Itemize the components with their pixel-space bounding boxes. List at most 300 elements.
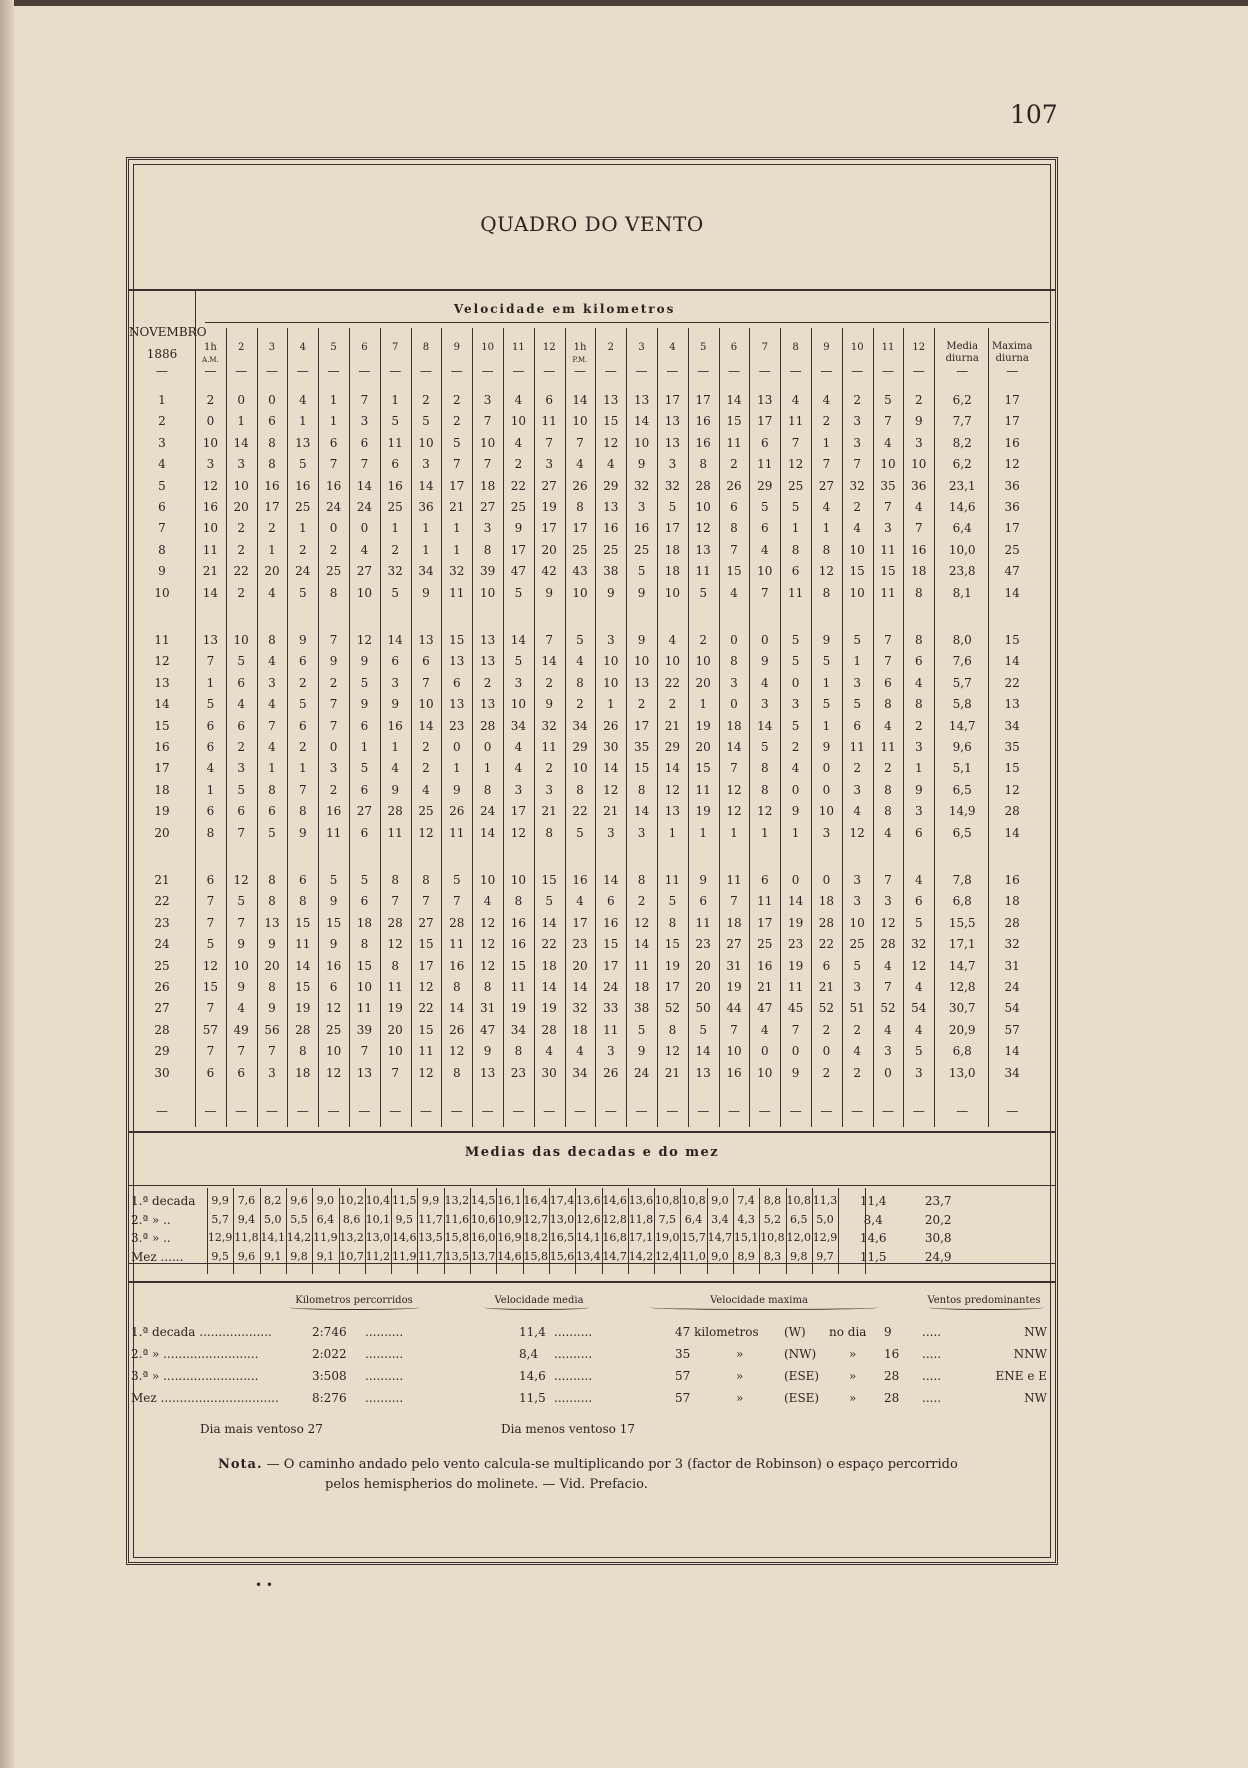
hour-value: 5 bbox=[699, 1022, 708, 1037]
day-number: 19 bbox=[154, 804, 170, 819]
hour-value: 15 bbox=[695, 761, 711, 776]
hour-value: 17 bbox=[757, 414, 773, 429]
decada-value: 5,5 bbox=[290, 1212, 308, 1226]
header-dash: — bbox=[358, 364, 371, 378]
hour-value: 17 bbox=[633, 718, 650, 733]
hour-value: 0 bbox=[268, 393, 276, 407]
hour-value: 11 bbox=[695, 782, 711, 797]
hour-value: 9 bbox=[329, 894, 338, 909]
hour-value: 17 bbox=[664, 393, 681, 407]
day-number: 12 bbox=[154, 654, 170, 669]
hour-value: 11 bbox=[510, 980, 527, 994]
hour-value: 8 bbox=[268, 457, 276, 472]
hour-value: 4 bbox=[545, 1044, 554, 1059]
decada-value: 13,6 bbox=[576, 1194, 601, 1207]
hour-value: 12 bbox=[356, 633, 373, 647]
hour-value: 9 bbox=[268, 1001, 276, 1016]
hour-label: 5 bbox=[700, 342, 707, 353]
hour-value: 0 bbox=[237, 393, 246, 407]
hour-value: 9 bbox=[360, 654, 369, 669]
hour-value: 10 bbox=[233, 958, 249, 973]
hour-value: 11 bbox=[664, 873, 681, 887]
hour-value: 17 bbox=[572, 521, 588, 536]
hour-value: 14 bbox=[295, 958, 311, 973]
hour-value: 7 bbox=[853, 457, 862, 472]
velocity-caption: Velocidade em kilometros bbox=[453, 302, 676, 316]
hour-value: 9 bbox=[637, 585, 646, 600]
hour-value: 13 bbox=[664, 414, 681, 429]
hour-value: 8 bbox=[391, 873, 400, 887]
hour-value: 21 bbox=[603, 804, 619, 819]
hour-value: 50 bbox=[695, 1001, 711, 1016]
media-diurna-value: 12,8 bbox=[948, 980, 976, 994]
hour-value: 35 bbox=[880, 478, 896, 493]
hour-value: 4 bbox=[422, 782, 430, 797]
hour-value: 16 bbox=[603, 915, 619, 930]
summary-leader: .......... bbox=[554, 1369, 593, 1383]
hour-value: 25 bbox=[418, 804, 434, 819]
hour-value: 15 bbox=[726, 414, 742, 429]
hour-value: 30 bbox=[603, 740, 619, 754]
hour-value: 6 bbox=[360, 825, 369, 840]
decada-value: 11,9 bbox=[313, 1231, 338, 1244]
hour-value: 14 bbox=[233, 435, 249, 450]
hour-value: 10 bbox=[911, 457, 927, 472]
hour-value: 12 bbox=[695, 521, 711, 536]
hour-value: 3 bbox=[853, 435, 862, 450]
media-diurna-value: 8,1 bbox=[952, 585, 972, 600]
hour-value: 9 bbox=[914, 414, 923, 429]
decada-value: 13,0 bbox=[549, 1212, 575, 1226]
hour-value: 12 bbox=[233, 873, 249, 887]
hour-value: 3 bbox=[914, 804, 923, 819]
decada-col-divider bbox=[680, 1188, 681, 1274]
hour-value: 11 bbox=[787, 585, 804, 600]
hour-value: 52 bbox=[818, 1001, 835, 1016]
hour-value: 13 bbox=[264, 915, 280, 930]
day-number: 5 bbox=[158, 478, 166, 493]
hour-value: 10 bbox=[849, 542, 865, 557]
decada-value: 10,9 bbox=[497, 1212, 522, 1226]
header-dash: — bbox=[543, 364, 556, 378]
hour-value: 5 bbox=[360, 873, 369, 887]
hour-value: 18 bbox=[479, 478, 496, 493]
hour-value: 1 bbox=[822, 675, 831, 690]
header-dash: — bbox=[912, 364, 925, 378]
decada-value: 7,4 bbox=[737, 1194, 755, 1207]
maxima-diurna-header: Maxima diurna bbox=[991, 341, 1033, 364]
hour-value: 1 bbox=[298, 761, 307, 776]
hour-value: 4 bbox=[360, 542, 369, 557]
hour-value: 7 bbox=[391, 1065, 400, 1080]
hour-value: 6 bbox=[730, 500, 738, 514]
hour-value: 8 bbox=[452, 980, 461, 994]
hour-value: 2 bbox=[206, 393, 215, 407]
hour-value: 7 bbox=[791, 435, 800, 450]
hour-value: 5 bbox=[360, 761, 369, 776]
hour-value: 3 bbox=[606, 633, 615, 647]
hour-value: 21 bbox=[541, 804, 557, 819]
hour-value: 9 bbox=[545, 697, 554, 712]
summary-dia: 9 bbox=[884, 1325, 892, 1339]
hour-value: 8 bbox=[545, 825, 554, 840]
hour-value: 4 bbox=[760, 542, 769, 557]
decada-value: 15,8 bbox=[523, 1249, 548, 1263]
decada-value: 5,0 bbox=[263, 1212, 282, 1226]
hour-value: 8 bbox=[452, 1065, 461, 1080]
hour-value: 4 bbox=[822, 393, 831, 407]
hour-value: 10 bbox=[603, 675, 619, 690]
day-number: 21 bbox=[154, 873, 170, 887]
hour-value: 3 bbox=[514, 675, 523, 690]
hour-value: 5 bbox=[760, 500, 769, 514]
hour-value: 52 bbox=[880, 1001, 896, 1016]
decada-value: 9,9 bbox=[421, 1194, 440, 1207]
hour-value: 9 bbox=[391, 697, 400, 712]
media-diurna-value: 13,0 bbox=[948, 1065, 976, 1080]
decada-value: 12,9 bbox=[812, 1231, 838, 1244]
hour-value: 18 bbox=[664, 542, 681, 557]
hour-value: 13 bbox=[633, 393, 650, 407]
hour-value: 7 bbox=[206, 654, 215, 669]
hour-value: 4 bbox=[514, 435, 523, 450]
decada-col-divider bbox=[733, 1188, 734, 1274]
hour-value: 10 bbox=[633, 654, 650, 669]
hour-value: 10 bbox=[757, 564, 773, 579]
hour-value: 4 bbox=[268, 740, 276, 754]
decada-value: 9,0 bbox=[711, 1249, 729, 1263]
hour-value: 4 bbox=[760, 675, 769, 690]
decada-col-divider bbox=[549, 1188, 550, 1274]
hour-value: 17 bbox=[603, 958, 619, 973]
hour-value: 15 bbox=[418, 937, 434, 952]
hour-value: 6 bbox=[884, 675, 892, 690]
hour-value: 12 bbox=[449, 1044, 465, 1059]
hour-value: 14 bbox=[787, 894, 804, 909]
hour-value: 38 bbox=[633, 1001, 650, 1016]
hour-value: 26 bbox=[603, 1065, 619, 1080]
hour-value: 1 bbox=[483, 761, 492, 776]
hour-value: 4 bbox=[884, 958, 892, 973]
hour-value: 9 bbox=[237, 937, 246, 952]
decada-max: 23,7 bbox=[924, 1194, 952, 1208]
hour-value: 11 bbox=[387, 980, 403, 994]
summary-leader: .......... bbox=[554, 1325, 593, 1339]
hour-value: 1 bbox=[606, 697, 615, 712]
maxima-diurna-value: 14 bbox=[1004, 654, 1020, 669]
day-number: 4 bbox=[158, 457, 166, 472]
hour-value: 11 bbox=[695, 915, 711, 930]
hour-value: 8 bbox=[298, 804, 307, 819]
media-diurna-value: 7,8 bbox=[952, 873, 972, 887]
hour-value: 11 bbox=[849, 740, 865, 754]
hour-value: 9 bbox=[545, 585, 554, 600]
vel-max-brace bbox=[649, 1305, 879, 1310]
decada-value: 10,8 bbox=[681, 1194, 706, 1207]
summary-no-dia: » bbox=[849, 1369, 857, 1383]
hour-value: 22 bbox=[510, 478, 527, 493]
hour-value: 20 bbox=[695, 980, 711, 994]
header-dash: — bbox=[450, 1104, 463, 1118]
hour-value: 26 bbox=[603, 718, 619, 733]
hour-value: 1 bbox=[391, 521, 400, 536]
hour-value: 6 bbox=[422, 654, 430, 669]
hour-value: 4 bbox=[884, 1022, 892, 1037]
hour-value: 14 bbox=[202, 585, 219, 600]
decada-col-divider bbox=[233, 1188, 234, 1274]
header-dash: — bbox=[758, 364, 771, 378]
hour-value: 11 bbox=[633, 958, 650, 973]
hour-value: 10 bbox=[479, 873, 496, 887]
hour-value: 22 bbox=[418, 1001, 434, 1016]
day-number: 16 bbox=[154, 740, 170, 754]
decada-col-divider bbox=[812, 1188, 813, 1274]
decada-value: 11,3 bbox=[812, 1194, 838, 1207]
hour-value: 8 bbox=[514, 894, 523, 909]
hour-value: 16 bbox=[264, 478, 280, 493]
hour-value: 0 bbox=[791, 675, 800, 690]
header-dash: — bbox=[820, 364, 833, 378]
decada-col-divider bbox=[286, 1188, 287, 1274]
hour-value: 17 bbox=[757, 915, 773, 930]
hour-value: 19 bbox=[787, 915, 804, 930]
hour-value: 0 bbox=[760, 633, 769, 647]
hour-value: 0 bbox=[822, 1044, 831, 1059]
hour-value: 3 bbox=[884, 521, 892, 536]
hour-value: 6 bbox=[699, 894, 708, 909]
hour-value: 25 bbox=[757, 937, 773, 952]
hour-value: 3 bbox=[360, 414, 369, 429]
hour-value: 21 bbox=[818, 980, 835, 994]
hour-value: 10 bbox=[510, 873, 527, 887]
hour-value: 10 bbox=[757, 1065, 773, 1080]
hour-value: 15 bbox=[202, 980, 219, 994]
hour-value: 12 bbox=[418, 1065, 434, 1080]
hour-value: 5 bbox=[637, 1022, 646, 1037]
hour-value: 25 bbox=[510, 500, 527, 514]
decada-value: 5,7 bbox=[211, 1212, 229, 1226]
hour-value: 2 bbox=[822, 1065, 831, 1080]
hour-value: 13 bbox=[603, 393, 619, 407]
hour-value: 15 bbox=[726, 564, 742, 579]
decada-label: Mez ...... bbox=[131, 1249, 184, 1264]
media-diurna-value: 10,0 bbox=[948, 542, 976, 557]
hour-value: 2 bbox=[237, 585, 246, 600]
summary-leader: .......... bbox=[365, 1325, 404, 1339]
hour-value: 11 bbox=[295, 937, 311, 952]
day-number: 17 bbox=[154, 761, 170, 776]
hour-value: 12 bbox=[202, 478, 219, 493]
header-dash: — bbox=[851, 1104, 864, 1118]
hour-value: 14 bbox=[664, 761, 681, 776]
hour-value: 4 bbox=[514, 740, 523, 754]
hour-value: 11 bbox=[541, 414, 557, 429]
decada-value: 10,8 bbox=[760, 1231, 785, 1244]
hour-value: 2 bbox=[237, 740, 246, 754]
hour-value: 28 bbox=[541, 1022, 557, 1037]
decada-value: 7,6 bbox=[237, 1194, 256, 1207]
summary-leader: .......... bbox=[554, 1347, 593, 1361]
hour-value: 20 bbox=[264, 564, 280, 579]
hour-value: 7 bbox=[822, 457, 831, 472]
hour-value: 8 bbox=[268, 873, 276, 887]
decada-value: 11,7 bbox=[418, 1249, 443, 1263]
summary-leader: .......... bbox=[365, 1347, 404, 1361]
hour-value: 16 bbox=[695, 435, 711, 450]
nota-line-2: pelos hemispherios do molinete. — Vid. Prefacio. bbox=[325, 1477, 648, 1492]
decada-value: 15,7 bbox=[681, 1231, 706, 1244]
hour-value: 1 bbox=[360, 740, 369, 754]
decada-value: 9,6 bbox=[290, 1194, 308, 1207]
hour-value: 7 bbox=[329, 718, 338, 733]
hour-label: 8 bbox=[422, 342, 430, 353]
hour-value: 22 bbox=[233, 564, 249, 579]
maxima-diurna-value: 28 bbox=[1004, 915, 1020, 930]
summary-media: 11,5 bbox=[519, 1391, 546, 1405]
hour-label: 9 bbox=[453, 342, 460, 353]
decada-col-divider bbox=[628, 1188, 629, 1274]
hour-value: 27 bbox=[356, 564, 373, 579]
hour-value: 15 bbox=[449, 633, 465, 647]
decada-value: 13,0 bbox=[365, 1231, 391, 1244]
hour-value: 5 bbox=[668, 894, 677, 909]
hour-value: 6 bbox=[206, 1065, 215, 1080]
hour-value: 8 bbox=[730, 654, 738, 669]
hour-value: 2 bbox=[452, 414, 461, 429]
decada-col-divider bbox=[339, 1188, 340, 1274]
hour-value: 7 bbox=[329, 697, 338, 712]
hour-value: 28 bbox=[387, 915, 403, 930]
header-dash: — bbox=[156, 1104, 168, 1118]
hour-value: 9 bbox=[699, 873, 708, 887]
hour-value: 7 bbox=[576, 435, 584, 450]
hour-value: 16 bbox=[603, 521, 619, 536]
hour-value: 1 bbox=[822, 521, 831, 536]
hour-value: 11 bbox=[449, 585, 465, 600]
hour-value: 5 bbox=[576, 633, 584, 647]
title-rule bbox=[129, 289, 1055, 291]
hour-value: 12 bbox=[603, 782, 619, 797]
hour-label: 12 bbox=[912, 342, 926, 353]
hour-value: 2 bbox=[514, 457, 523, 472]
hour-value: 20 bbox=[695, 958, 711, 973]
hour-value: 44 bbox=[726, 1001, 742, 1016]
hour-value: 8 bbox=[268, 894, 276, 909]
summary-label: 1.ª decada ................... bbox=[131, 1325, 272, 1339]
summary-dia: 28 bbox=[884, 1391, 900, 1405]
maxima-diurna-value: 32 bbox=[1004, 937, 1020, 952]
hour-value: 4 bbox=[514, 761, 523, 776]
hour-value: 1 bbox=[329, 414, 338, 429]
decada-value: 11,5 bbox=[391, 1194, 417, 1207]
hour-value: 5 bbox=[791, 633, 800, 647]
hour-value: 1 bbox=[391, 393, 400, 407]
decada-col-divider bbox=[707, 1188, 708, 1274]
hour-value: 26 bbox=[449, 804, 465, 819]
hour-value: 20 bbox=[387, 1022, 403, 1037]
hour-value: 6 bbox=[914, 825, 923, 840]
hour-value: 32 bbox=[387, 564, 403, 579]
hour-value: 16 bbox=[572, 873, 588, 887]
hour-value: 4 bbox=[791, 761, 800, 776]
summary-vento: ENE e E bbox=[995, 1369, 1047, 1383]
decada-col-divider bbox=[391, 1188, 392, 1274]
hour-value: 14 bbox=[603, 761, 619, 776]
hour-value: 8 bbox=[206, 825, 215, 840]
hour-value: 5 bbox=[822, 697, 831, 712]
vel-media-brace bbox=[484, 1305, 589, 1310]
hour-value: 12 bbox=[726, 782, 742, 797]
hour-value: 3 bbox=[237, 457, 246, 472]
hour-value: 5 bbox=[237, 894, 246, 909]
hour-value: 3 bbox=[237, 761, 246, 776]
hour-value: 25 bbox=[387, 500, 403, 514]
decada-label: 2.ª » .. bbox=[131, 1212, 171, 1227]
hour-label: 1h bbox=[573, 342, 587, 353]
hour-value: 11 bbox=[449, 937, 465, 952]
hour-value: 13 bbox=[418, 633, 434, 647]
decada-value: 14,1 bbox=[576, 1231, 601, 1244]
hour-value: 25 bbox=[787, 478, 804, 493]
hour-value: 7 bbox=[360, 457, 369, 472]
hour-value: 4 bbox=[914, 1022, 923, 1037]
day-number: 3 bbox=[158, 435, 166, 450]
hour-value: 0 bbox=[822, 873, 831, 887]
maxima-diurna-value: 35 bbox=[1004, 740, 1020, 754]
hour-value: 13 bbox=[295, 435, 311, 450]
summary-vento: NW bbox=[1024, 1325, 1047, 1339]
hour-value: 7 bbox=[237, 825, 246, 840]
hour-value: 4 bbox=[668, 633, 677, 647]
decada-value: 19,0 bbox=[654, 1231, 680, 1244]
header-dash: — bbox=[512, 364, 525, 378]
hour-value: 8 bbox=[884, 804, 892, 819]
hour-value: 2 bbox=[422, 393, 430, 407]
hour-value: 12 bbox=[479, 958, 496, 973]
hour-value: 20 bbox=[572, 958, 588, 973]
hour-value: 4 bbox=[853, 804, 862, 819]
hour-value: 4 bbox=[730, 585, 738, 600]
hour-value: 6 bbox=[298, 873, 307, 887]
hour-value: 0 bbox=[360, 521, 369, 536]
hour-value: 10 bbox=[572, 761, 588, 776]
hour-value: 11 bbox=[325, 825, 342, 840]
hour-value: 12 bbox=[479, 937, 496, 952]
decada-col-divider bbox=[759, 1188, 760, 1274]
hour-value: 14 bbox=[356, 478, 373, 493]
decada-value: 12,0 bbox=[786, 1231, 811, 1244]
hour-value: 21 bbox=[664, 1065, 681, 1080]
decadas-rule-top bbox=[129, 1131, 1055, 1133]
hour-value: 8 bbox=[914, 697, 923, 712]
hour-value: 29 bbox=[603, 478, 619, 493]
hour-value: 0 bbox=[884, 1065, 892, 1080]
hour-value: 5 bbox=[391, 414, 400, 429]
hour-value: 9 bbox=[329, 654, 338, 669]
hour-value: 5 bbox=[237, 782, 246, 797]
decada-media: 11,5 bbox=[859, 1249, 887, 1264]
hour-value: 1 bbox=[452, 542, 461, 557]
hour-value: 2 bbox=[329, 782, 338, 797]
hour-value: 5 bbox=[914, 1044, 923, 1059]
hour-value: 11 bbox=[757, 894, 773, 909]
hour-value: 10 bbox=[510, 697, 527, 712]
hour-value: 11 bbox=[880, 740, 896, 754]
decada-value: 6,4 bbox=[684, 1212, 703, 1226]
media-diurna-value: 5,1 bbox=[952, 761, 972, 776]
maxima-diurna-value: 54 bbox=[1004, 1001, 1020, 1016]
hour-value: 24 bbox=[325, 500, 342, 514]
